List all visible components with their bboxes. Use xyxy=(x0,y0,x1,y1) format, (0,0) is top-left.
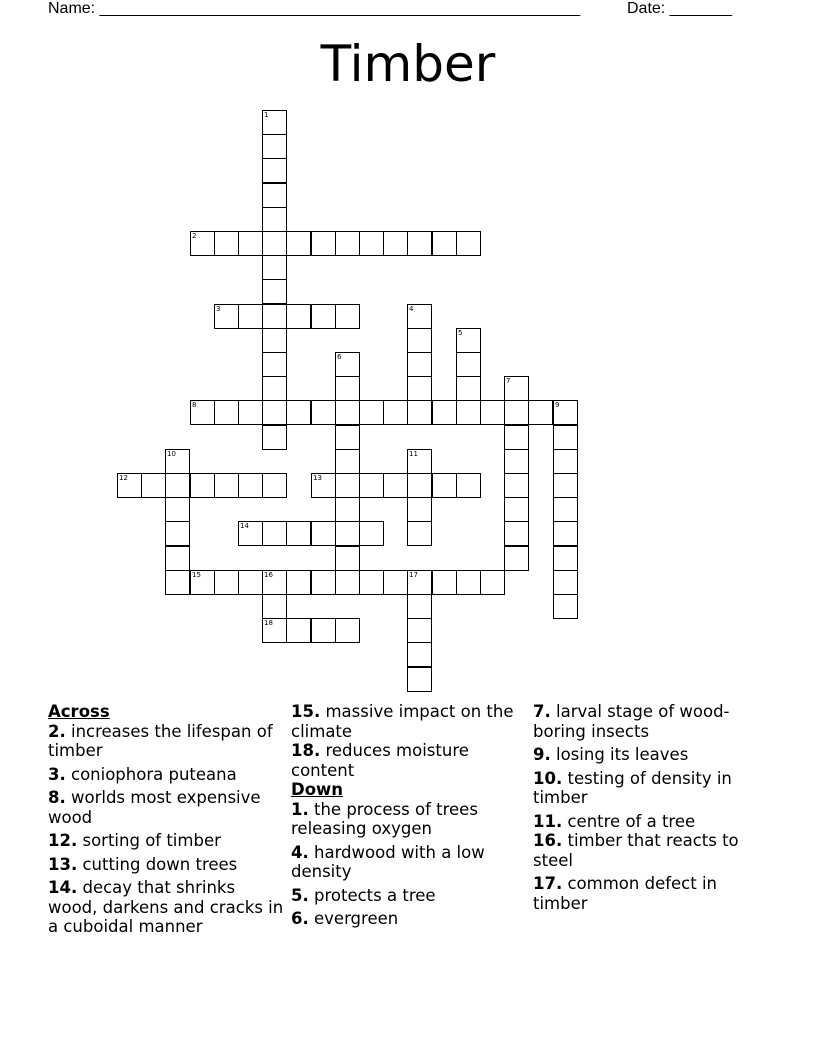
cell-number: 6 xyxy=(337,353,342,361)
clue-number: 7. xyxy=(533,702,551,721)
clue-down-6 xyxy=(291,909,527,929)
clue-text: protects a tree xyxy=(314,885,436,905)
crossword-cell[interactable] xyxy=(407,642,432,667)
crossword-cell[interactable] xyxy=(407,521,432,546)
crossword-cell[interactable] xyxy=(456,231,481,256)
crossword-cell[interactable] xyxy=(480,570,505,595)
crossword-cell[interactable] xyxy=(311,231,336,256)
crossword-cell[interactable] xyxy=(262,570,287,595)
clue-across-14 xyxy=(48,878,284,937)
clue-number: 4. xyxy=(291,842,309,862)
crossword-cell[interactable] xyxy=(165,546,190,571)
crossword-cell[interactable] xyxy=(262,255,287,280)
clue-down-10 xyxy=(533,769,769,808)
cell-number: 11 xyxy=(409,450,418,458)
crossword-cell[interactable] xyxy=(190,473,215,498)
crossword-cell[interactable] xyxy=(407,497,432,522)
crossword-cell[interactable] xyxy=(456,352,481,377)
crossword-cell[interactable] xyxy=(214,473,239,498)
clue-number: 16. xyxy=(533,831,563,850)
crossword-cell[interactable] xyxy=(311,521,336,546)
clue-text: worlds most expensive wood xyxy=(48,788,261,827)
crossword-cell[interactable] xyxy=(553,594,578,619)
clue-text: testing of density in timber xyxy=(533,768,732,807)
clue-text: common defect in timber xyxy=(533,874,718,913)
crossword-cell[interactable] xyxy=(238,521,263,546)
crossword-cell[interactable] xyxy=(504,425,529,450)
crossword-cell[interactable] xyxy=(407,304,432,329)
crossword-cell[interactable] xyxy=(238,231,263,256)
crossword-cell[interactable] xyxy=(286,304,311,329)
clue-text: the process of trees releasing oxygen xyxy=(291,799,478,838)
crossword-cell[interactable] xyxy=(504,521,529,546)
crossword-cell[interactable] xyxy=(262,400,287,425)
cell-number: 7 xyxy=(506,377,511,385)
clue-number: 10. xyxy=(533,768,563,788)
crossword-cell[interactable] xyxy=(383,570,408,595)
clue-down-9 xyxy=(533,745,769,765)
crossword-cell[interactable] xyxy=(432,400,457,425)
crossword-cell[interactable] xyxy=(262,521,287,546)
crossword-cell[interactable] xyxy=(528,400,553,425)
crossword-cell[interactable] xyxy=(407,231,432,256)
clue-column-2 xyxy=(291,702,527,933)
crossword-cell[interactable] xyxy=(456,376,481,401)
cell-number: 3 xyxy=(216,305,221,313)
crossword-cell[interactable] xyxy=(335,304,360,329)
clue-text: increases the lifespan of timber xyxy=(48,721,273,760)
cell-number: 9 xyxy=(555,401,560,409)
cell-number: 10 xyxy=(167,450,176,458)
crossword-cell[interactable] xyxy=(262,279,287,304)
clue-column-3 xyxy=(533,702,769,917)
crossword-cell[interactable] xyxy=(335,231,360,256)
clue-across-15 xyxy=(291,702,527,741)
crossword-cell[interactable] xyxy=(383,231,408,256)
crossword-cell[interactable] xyxy=(262,158,287,183)
crossword-cell[interactable] xyxy=(456,328,481,353)
crossword-cell[interactable] xyxy=(286,521,311,546)
crossword-cell[interactable] xyxy=(262,352,287,377)
clue-text: decay that shrinks wood, darkens and cracks in a cuboidal manner xyxy=(48,878,284,936)
crossword-cell[interactable] xyxy=(165,449,190,474)
crossword-cell[interactable] xyxy=(286,231,311,256)
clue-text: evergreen xyxy=(314,909,399,928)
crossword-cell[interactable] xyxy=(262,110,287,135)
crossword-cell[interactable] xyxy=(553,425,578,450)
crossword-cell[interactable] xyxy=(165,473,190,498)
clue-number: 17. xyxy=(533,874,563,893)
crossword-cell[interactable] xyxy=(335,352,360,377)
crossword-cell[interactable] xyxy=(335,400,360,425)
clue-text: sorting of timber xyxy=(82,831,221,850)
clue-text: coniophora puteana xyxy=(71,764,237,784)
crossword-cell[interactable] xyxy=(407,352,432,377)
crossword-cell[interactable] xyxy=(480,400,505,425)
clue-text: hardwood with a low density xyxy=(291,842,485,881)
clue-across-18 xyxy=(291,741,527,780)
clue-across-3 xyxy=(48,765,284,785)
crossword-cell[interactable] xyxy=(165,521,190,546)
crossword-cell[interactable] xyxy=(456,570,481,595)
crossword-cell[interactable] xyxy=(335,425,360,450)
crossword-cell[interactable] xyxy=(335,570,360,595)
clue-down-16 xyxy=(533,831,769,870)
crossword-cell[interactable] xyxy=(359,231,384,256)
crossword-cell[interactable] xyxy=(190,570,215,595)
cell-number: 12 xyxy=(119,474,128,482)
clue-number: 18. xyxy=(291,741,321,760)
crossword-cell[interactable] xyxy=(311,570,336,595)
clue-text: timber that reacts to steel xyxy=(533,831,739,870)
clue-across-13 xyxy=(48,855,284,875)
crossword-cell[interactable] xyxy=(359,473,384,498)
crossword-cell[interactable] xyxy=(553,473,578,498)
crossword-cell[interactable] xyxy=(359,400,384,425)
crossword-cell[interactable] xyxy=(262,134,287,159)
clue-number: 3. xyxy=(48,764,66,784)
crossword-cell[interactable] xyxy=(553,449,578,474)
clue-down-4 xyxy=(291,843,527,882)
clue-number: 14. xyxy=(48,878,78,897)
crossword-cell[interactable] xyxy=(553,521,578,546)
clue-number: 15. xyxy=(291,702,321,721)
cell-number: 1 xyxy=(264,111,269,119)
crossword-cell[interactable] xyxy=(311,618,336,643)
name-field-label: Name: ______________________________________________________ xyxy=(48,0,581,17)
date-field-label: Date: _______ xyxy=(627,0,732,17)
crossword-cell[interactable] xyxy=(311,400,336,425)
crossword-cell[interactable] xyxy=(407,400,432,425)
crossword-cell[interactable] xyxy=(238,473,263,498)
crossword-cell[interactable] xyxy=(238,304,263,329)
crossword-cell[interactable] xyxy=(432,231,457,256)
clue-number: 2. xyxy=(48,721,66,741)
crossword-cell[interactable] xyxy=(504,497,529,522)
crossword-cell[interactable] xyxy=(262,207,287,232)
cell-number: 17 xyxy=(409,571,418,579)
crossword-cell[interactable] xyxy=(214,570,239,595)
clue-text: cutting down trees xyxy=(82,854,238,874)
crossword-cell[interactable] xyxy=(335,376,360,401)
crossword-cell[interactable] xyxy=(407,618,432,643)
clue-text: losing its leaves xyxy=(556,745,689,764)
crossword-cell[interactable] xyxy=(407,667,432,692)
clue-text: centre of a tree xyxy=(567,811,696,831)
crossword-cell[interactable] xyxy=(335,473,360,498)
crossword-cell[interactable] xyxy=(432,473,457,498)
crossword-cell[interactable] xyxy=(383,400,408,425)
crossword-cell[interactable] xyxy=(553,546,578,571)
crossword-cell[interactable] xyxy=(359,570,384,595)
crossword-cell[interactable] xyxy=(456,473,481,498)
crossword-cell[interactable] xyxy=(165,570,190,595)
crossword-cell[interactable] xyxy=(407,473,432,498)
clue-down-1 xyxy=(291,800,527,839)
crossword-cell[interactable] xyxy=(214,400,239,425)
crossword-cell[interactable] xyxy=(165,497,190,522)
clue-number: 1. xyxy=(291,799,309,819)
cell-number: 2 xyxy=(192,232,197,240)
crossword-cell[interactable] xyxy=(311,304,336,329)
crossword-cell[interactable] xyxy=(286,570,311,595)
crossword-cell[interactable] xyxy=(214,231,239,256)
clue-number: 9. xyxy=(533,745,551,764)
crossword-cell[interactable] xyxy=(553,570,578,595)
crossword-cell[interactable] xyxy=(190,400,215,425)
cell-number: 13 xyxy=(313,474,322,482)
clue-number: 11. xyxy=(533,811,563,831)
cell-number: 8 xyxy=(192,401,197,409)
cell-number: 14 xyxy=(240,522,249,530)
crossword-cell[interactable] xyxy=(504,449,529,474)
crossword-cell[interactable] xyxy=(262,183,287,208)
clue-across-12 xyxy=(48,831,284,851)
crossword-cell[interactable] xyxy=(383,473,408,498)
crossword-cell[interactable] xyxy=(553,497,578,522)
clue-down-17 xyxy=(533,874,769,913)
clue-number: 8. xyxy=(48,788,66,807)
down-heading: Down xyxy=(291,780,344,799)
across-heading: Across xyxy=(48,702,110,721)
crossword-cell[interactable] xyxy=(504,473,529,498)
crossword-cell[interactable] xyxy=(141,473,166,498)
crossword-cell[interactable] xyxy=(359,521,384,546)
clue-text: massive impact on the climate xyxy=(291,702,514,741)
cell-number: 5 xyxy=(458,329,463,337)
crossword-cell[interactable] xyxy=(117,473,142,498)
crossword-cell[interactable] xyxy=(262,425,287,450)
crossword-cell[interactable] xyxy=(504,376,529,401)
crossword-cell[interactable] xyxy=(335,497,360,522)
crossword-cell[interactable] xyxy=(407,376,432,401)
clue-number: 12. xyxy=(48,831,78,850)
crossword-cell[interactable] xyxy=(335,546,360,571)
crossword-cell[interactable] xyxy=(262,594,287,619)
clue-number: 6. xyxy=(291,909,309,928)
clue-down-5 xyxy=(291,886,527,906)
crossword-cell[interactable] xyxy=(262,618,287,643)
crossword-cell[interactable] xyxy=(407,328,432,353)
clue-across-2 xyxy=(48,722,284,761)
crossword-cell[interactable] xyxy=(407,449,432,474)
crossword-cell[interactable] xyxy=(335,521,360,546)
crossword-cell[interactable] xyxy=(286,400,311,425)
page-title: Timber xyxy=(320,35,496,93)
cell-number: 4 xyxy=(409,305,414,313)
cell-number: 18 xyxy=(264,619,273,627)
crossword-cell[interactable] xyxy=(553,400,578,425)
clue-across-8 xyxy=(48,788,284,827)
crossword-cell[interactable] xyxy=(335,449,360,474)
crossword-cell[interactable] xyxy=(504,400,529,425)
crossword-cell[interactable] xyxy=(214,304,239,329)
crossword-cell[interactable] xyxy=(262,231,287,256)
clue-number: 13. xyxy=(48,854,78,874)
crossword-cell[interactable] xyxy=(407,594,432,619)
crossword-cell[interactable] xyxy=(238,400,263,425)
crossword-cell[interactable] xyxy=(335,618,360,643)
cell-number: 16 xyxy=(264,571,273,579)
crossword-cell[interactable] xyxy=(311,473,336,498)
clue-text: larval stage of wood-boring insects xyxy=(533,702,730,741)
crossword-cell[interactable] xyxy=(238,570,263,595)
crossword-cell[interactable] xyxy=(262,473,287,498)
crossword-cell[interactable] xyxy=(432,570,457,595)
clue-column-1 xyxy=(48,702,284,941)
clue-text: reduces moisture content xyxy=(291,741,469,780)
crossword-cell[interactable] xyxy=(262,328,287,353)
crossword-cell[interactable] xyxy=(504,546,529,571)
crossword-cell[interactable] xyxy=(407,570,432,595)
clue-down-7 xyxy=(533,702,769,741)
clue-number: 5. xyxy=(291,885,309,905)
crossword-cell[interactable] xyxy=(262,304,287,329)
crossword-cell[interactable] xyxy=(456,400,481,425)
crossword-cell[interactable] xyxy=(190,231,215,256)
crossword-cell[interactable] xyxy=(262,376,287,401)
crossword-cell[interactable] xyxy=(286,618,311,643)
clue-down-11 xyxy=(533,812,769,832)
cell-number: 15 xyxy=(192,571,201,579)
